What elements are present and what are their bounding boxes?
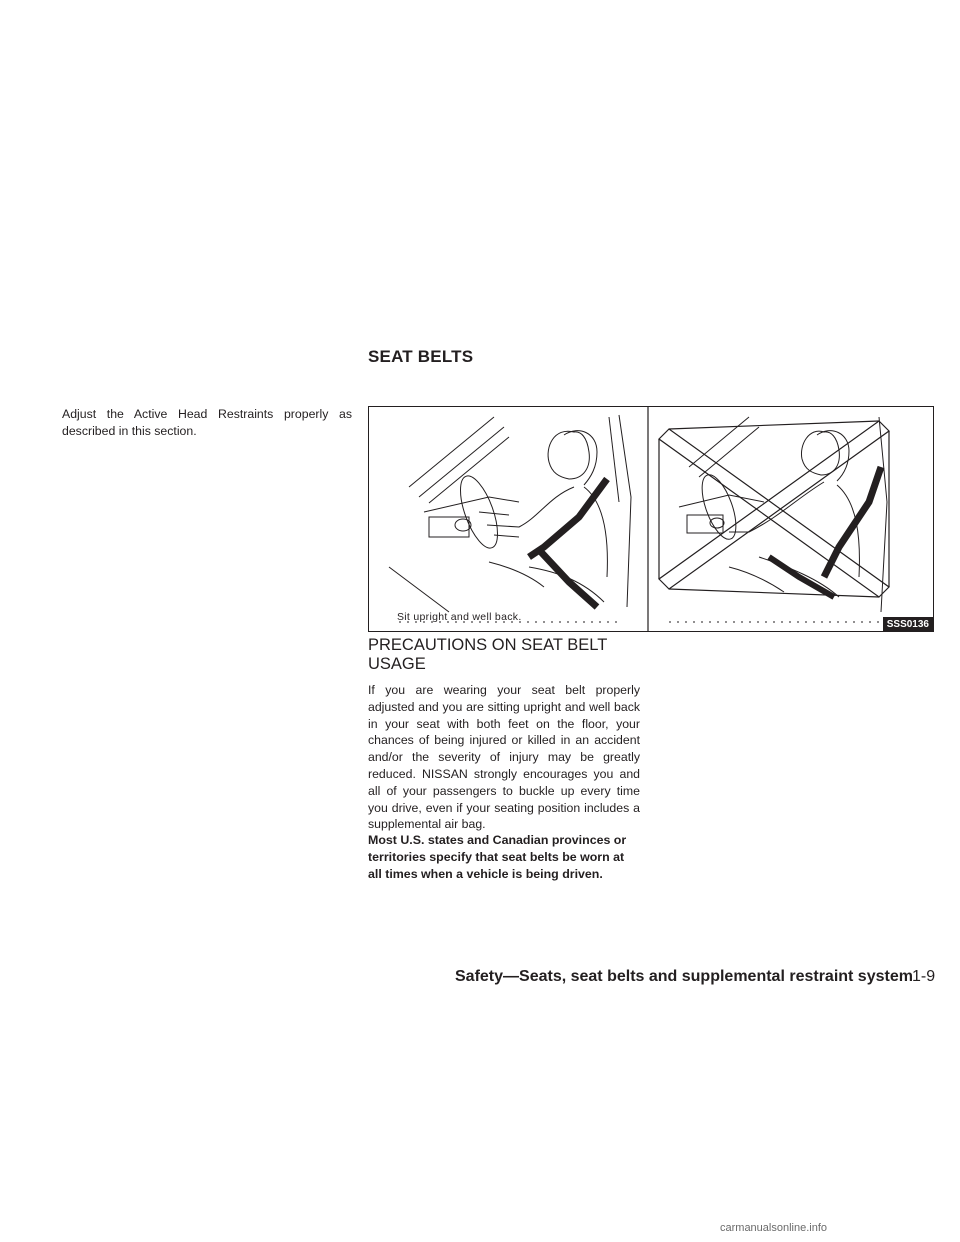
incorrect-cross-mark [659,421,889,597]
incorrect-posture-drawing [669,417,899,622]
seat-belt-figure [368,406,934,632]
figure-code: SSS0136 [883,617,933,631]
section-heading: SEAT BELTS [368,347,474,366]
page-number: 1-9 [912,968,936,985]
figure-caption: Sit upright and well back. [397,611,522,623]
subsection-heading: PRECAUTIONS ON SEAT BELT USAGE [368,636,608,673]
watermark: carmanualsonline.info [720,1222,828,1234]
bold-paragraph: Most U.S. states and Canadian provinces or territories specify that seat belts be worn at all times when a vehicle is being driven. [368,833,627,881]
intro-paragraph: Adjust the Active Head Restraints properly as described in this section. [62,407,352,438]
footer-section-title: Safety—Seats, seat belts and supplemental restraint system [455,968,913,985]
correct-posture-drawing [389,415,631,622]
body-paragraph: If you are wearing your seat belt properly adjusted and you are sitting upright and well back in your seat with both feet on the floor, your chances of being injured or killed in an accident and/or the severity of injury may be greatly reduced. NISSAN strongly encourages you and all of your passengers to buckle up every time you drive, even if your seating position includes a supplemental air bag. [368,683,640,832]
seat-belt-illustration [369,407,934,632]
